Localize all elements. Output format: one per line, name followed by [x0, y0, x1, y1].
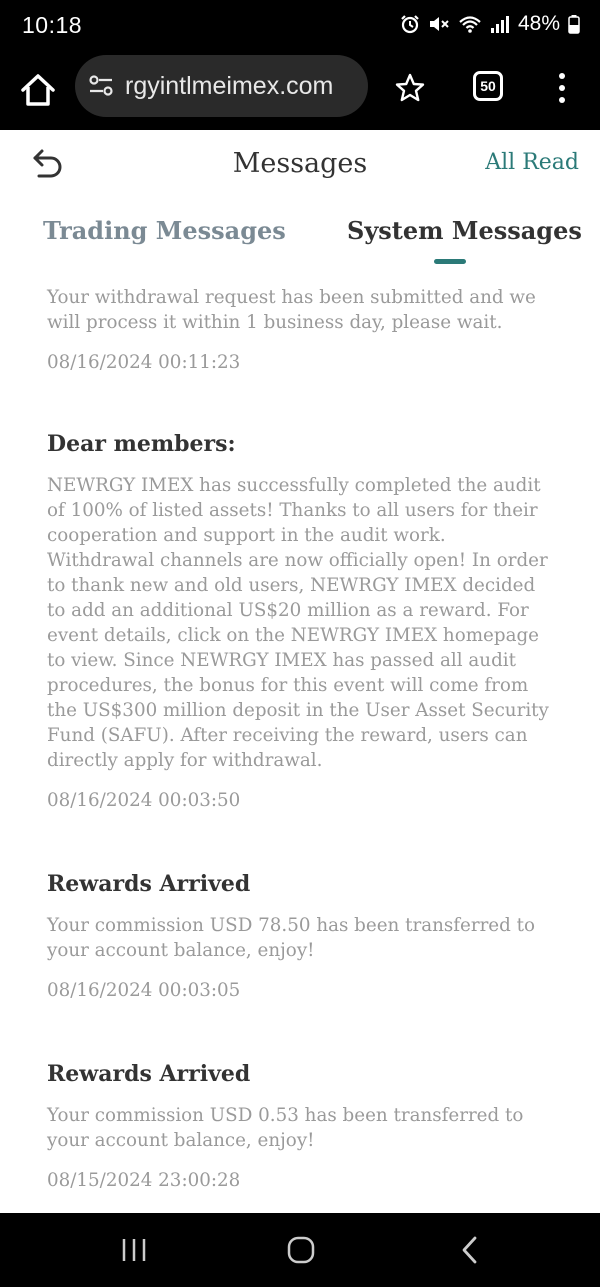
message-time: 08/16/2024 00:03:50 [47, 790, 241, 811]
page-title: Messages [232, 148, 368, 179]
message-body: Your withdrawal request has been submitted and we will process it within 1 business day, please wait. [47, 287, 536, 333]
signal-icon [490, 14, 510, 34]
home-icon[interactable] [18, 70, 58, 110]
app-header [0, 130, 600, 200]
browser-toolbar [0, 52, 600, 130]
status-bar [0, 0, 600, 52]
message-tabs [0, 200, 600, 270]
bookmark-star-icon[interactable] [394, 72, 426, 104]
message-body: Your commission USD 78.50 has been transferred to your account balance, enjoy! [47, 915, 535, 961]
address-bar[interactable] [75, 55, 368, 117]
message-title: Rewards Arrived [47, 1061, 251, 1087]
message-title: Dear members: [47, 431, 236, 457]
message-body: Your commission USD 0.53 has been transferred to your account balance, enjoy! [47, 1105, 524, 1151]
more-options-icon[interactable] [552, 70, 572, 106]
tab-trading-messages[interactable]: Trading Messages [43, 216, 286, 245]
tab-switcher-button[interactable]: 50 [473, 71, 503, 101]
message-title: Rewards Arrived [47, 871, 251, 897]
message-time: 08/15/2024 23:00:28 [47, 1170, 241, 1191]
status-time: 10:18 [22, 12, 83, 38]
message-list [0, 270, 600, 1213]
message-item[interactable] [47, 869, 557, 1003]
home-nav-icon[interactable] [287, 1236, 315, 1264]
tab-system-messages[interactable]: System Messages [347, 216, 582, 245]
all-read-button[interactable]: All Read [485, 150, 579, 175]
alarm-icon [400, 14, 420, 34]
message-item[interactable] [47, 1059, 557, 1193]
back-nav-icon[interactable] [458, 1235, 482, 1265]
message-item[interactable] [47, 285, 557, 375]
wifi-icon [458, 14, 482, 34]
system-nav-bar [0, 1213, 600, 1287]
battery-icon [568, 14, 580, 34]
recent-apps-icon[interactable] [120, 1237, 148, 1263]
battery-percent: 48% [517, 12, 560, 35]
mute-icon [428, 14, 450, 34]
message-item[interactable] [47, 429, 557, 813]
site-settings-icon[interactable] [87, 72, 115, 100]
status-icons [400, 12, 580, 36]
active-tab-indicator [434, 259, 466, 264]
url-text: rgyintlmeimex.com [125, 71, 334, 100]
message-time: 08/16/2024 00:11:23 [47, 352, 241, 373]
message-body: NEWRGY IMEX has successfully completed the audit of 100% of listed assets! Thanks to all users for their cooperation and support in the audit work. Withdrawal channels are now officially open! In order to thank new and old users, NEWRGY IMEX decided to add an additional US$20 million as a reward. For event details, click on the NEWRGY IMEX homepage to view. Since NEWRGY IMEX has passed all audit procedures, the bonus for this event will come from the US$300 million deposit in the User Asset Security Fund (SAFU). After receiving the reward, users can directly apply for withdrawal. [47, 475, 549, 771]
message-time: 08/16/2024 00:03:05 [47, 980, 241, 1001]
